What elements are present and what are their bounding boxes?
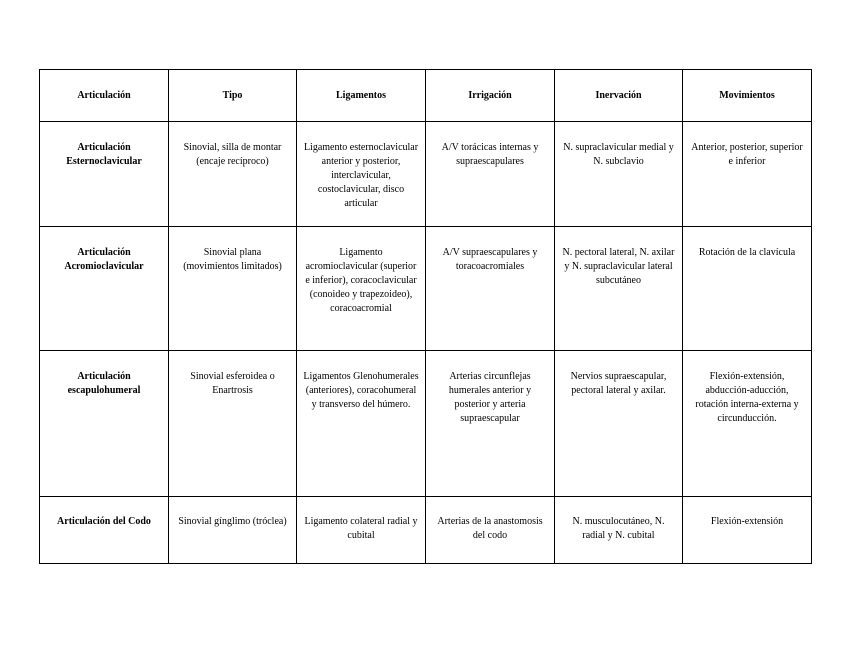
cell-tipo: Sinovial gínglimo (tróclea) xyxy=(169,497,297,564)
cell-inervacion: N. pectoral lateral, N. axilar y N. supraclavicular lateral subcutáneo xyxy=(555,227,683,351)
cell-articulacion: Articulación Esternoclavicular xyxy=(40,122,169,227)
cell-ligamentos: Ligamento acromioclavicular (superior e inferior), coracoclavicular (conoideo y trapezoideo), coracoacromial xyxy=(297,227,426,351)
header-row xyxy=(40,70,812,122)
cell-ligamentos: Ligamentos Glenohumerales (anteriores), coracohumeral y transverso del húmero. xyxy=(297,351,426,497)
cell-movimientos: Flexión-extensión xyxy=(683,497,812,564)
cell-ligamentos: Ligamento esternoclavicular anterior y posterior, interclavicular, costoclavicular, disco articular xyxy=(297,122,426,227)
cell-tipo: Sinovial plana (movimientos limitados) xyxy=(169,227,297,351)
cell-tipo: Sinovial, silla de montar (encaje recíproco) xyxy=(169,122,297,227)
cell-articulacion: Articulación Acromioclavicular xyxy=(40,227,169,351)
table-row xyxy=(40,227,812,351)
cell-irrigacion: Arterias de la anastomosis del codo xyxy=(426,497,555,564)
cell-movimientos: Rotación de la clavícula xyxy=(683,227,812,351)
cell-inervacion: N. supraclavicular medial y N. subclavio xyxy=(555,122,683,227)
header-ligamentos: Ligamentos xyxy=(297,70,426,122)
cell-irrigacion: A/V supraescapulares y toracoacromiales xyxy=(426,227,555,351)
header-movimientos: Movimientos xyxy=(683,70,812,122)
joints-table xyxy=(39,69,812,564)
header-inervacion: Inervación xyxy=(555,70,683,122)
header-articulacion: Articulación xyxy=(40,70,169,122)
table-row xyxy=(40,122,812,227)
cell-inervacion: Nervios supraescapular, pectoral lateral y axilar. xyxy=(555,351,683,497)
table-row xyxy=(40,497,812,564)
cell-irrigacion: A/V torácicas internas y supraescapulares xyxy=(426,122,555,227)
cell-ligamentos: Ligamento colateral radial y cubital xyxy=(297,497,426,564)
header-irrigacion: Irrigación xyxy=(426,70,555,122)
cell-irrigacion: Arterias circunflejas humerales anterior y posterior y arteria supraescapular xyxy=(426,351,555,497)
cell-articulacion: Articulación escapulohumeral xyxy=(40,351,169,497)
cell-articulacion: Articulación del Codo xyxy=(40,497,169,564)
cell-tipo: Sinovial esferoidea o Enartrosis xyxy=(169,351,297,497)
cell-movimientos: Anterior, posterior, superior e inferior xyxy=(683,122,812,227)
table-row xyxy=(40,351,812,497)
header-tipo: Tipo xyxy=(169,70,297,122)
cell-movimientos: Flexión-extensión, abducción-aducción, rotación interna-externa y circunducción. xyxy=(683,351,812,497)
cell-inervacion: N. musculocutáneo, N. radial y N. cubital xyxy=(555,497,683,564)
